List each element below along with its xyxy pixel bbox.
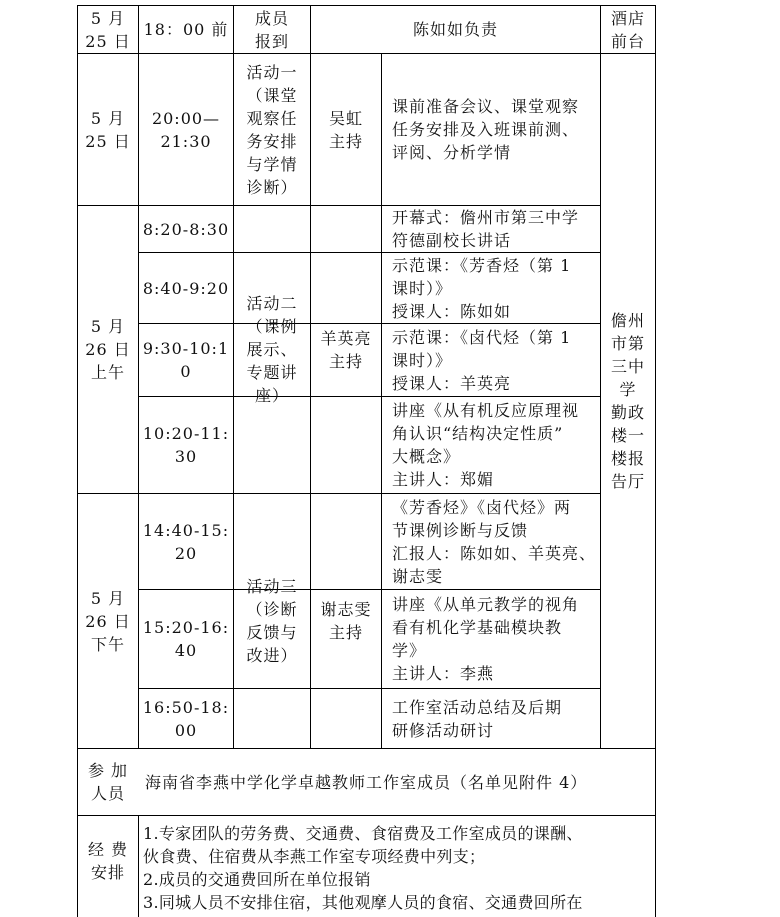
morning-time-1: 8:20-8:30 (142, 219, 230, 239)
afternoon-host: 谢志雯 主持 (320, 600, 372, 642)
checkin-time: 18：00 前 (143, 20, 229, 39)
checkin-date: 5 月 25 日 (85, 8, 131, 51)
morning-date: 5 月 26 日 上午 (85, 317, 131, 382)
afternoon-content-3: 工作室活动总结及后期 研修活动研讨 (392, 697, 563, 740)
afternoon-content-1: 《芳香烃》《卤代烃》两 节课例诊断与反馈 汇报人：陈如如、羊英亮、 谢志雯 (392, 497, 597, 586)
funding-text: 1.专家团队的劳务费、交通费、食宿费及工作室成员的课酬、 伙食费、住宿费从李燕工作室专项经费中列支； 2.成员的交通费回所在单位报销 3.同城人员不安排住宿，其他观摩人员的食宿、交通费回所在 (143, 824, 583, 912)
checkin-content: 陈如如负责 (412, 20, 498, 39)
activity1-host: 吴虹 主持 (328, 108, 363, 151)
morning-content-1: 开幕式：儋州市第三中学 符德副校长讲话 (392, 208, 580, 250)
afternoon-time-3: 16:50-18: 00 (142, 697, 230, 740)
morning-time-2: 8:40-9:20 (142, 278, 230, 298)
morning-content-2: 示范课：《芳香烃（第 1 课时）》 授课人：陈如如 (392, 255, 572, 321)
participants-text: 海南省李燕中学化学卓越教师工作室成员（名单见附件 4） (145, 772, 588, 792)
checkin-activity: 成员 报到 (254, 8, 289, 51)
morning-content-4: 讲座《从有机反应原理视 角认识“结构决定性质” 大概念》 主讲人：郑媚 (392, 401, 580, 489)
checkin-venue: 酒店 前台 (610, 8, 645, 51)
activity1-name: 活动一 （课堂 观察任 务安排 与学情 诊断） (246, 62, 298, 197)
main-venue: 儋州 市第 三中 学 勤政 楼一 楼报 告厅 (610, 311, 645, 491)
afternoon-time-2: 15:20-16: 40 (142, 618, 230, 660)
activity1-date: 5 月 25 日 (85, 108, 131, 151)
afternoon-content-2: 讲座《从单元教学的视角 看有机化学基础模块教 学》 主讲人：李燕 (392, 595, 580, 683)
afternoon-time-1: 14:40-15: 20 (142, 520, 230, 563)
morning-time-3: 9:30-10:1 0 (142, 339, 230, 381)
funding-label: 经 费 安排 (87, 840, 129, 882)
morning-content-3: 示范课：《卤代烃（第 1 课时）》 授课人：羊英亮 (392, 327, 572, 393)
morning-time-4: 10:20-11: 30 (142, 424, 230, 466)
activity1-content: 课前准备会议、课堂观察 任务安排及入班课前测、 评阅、分析学情 (392, 97, 580, 162)
morning-host: 羊英亮 主持 (320, 328, 372, 371)
afternoon-date: 5 月 26 日 下午 (85, 588, 131, 654)
activity1-time: 20:00— 21:30 (151, 108, 221, 151)
participants-label: 参 加 人员 (87, 761, 129, 803)
grid-line (655, 5, 656, 917)
afternoon-activity: 活动三 （诊断 反馈与 改进） (246, 577, 298, 665)
morning-activity: 活动二 （课例 展示、 专题讲 座） (246, 294, 298, 405)
